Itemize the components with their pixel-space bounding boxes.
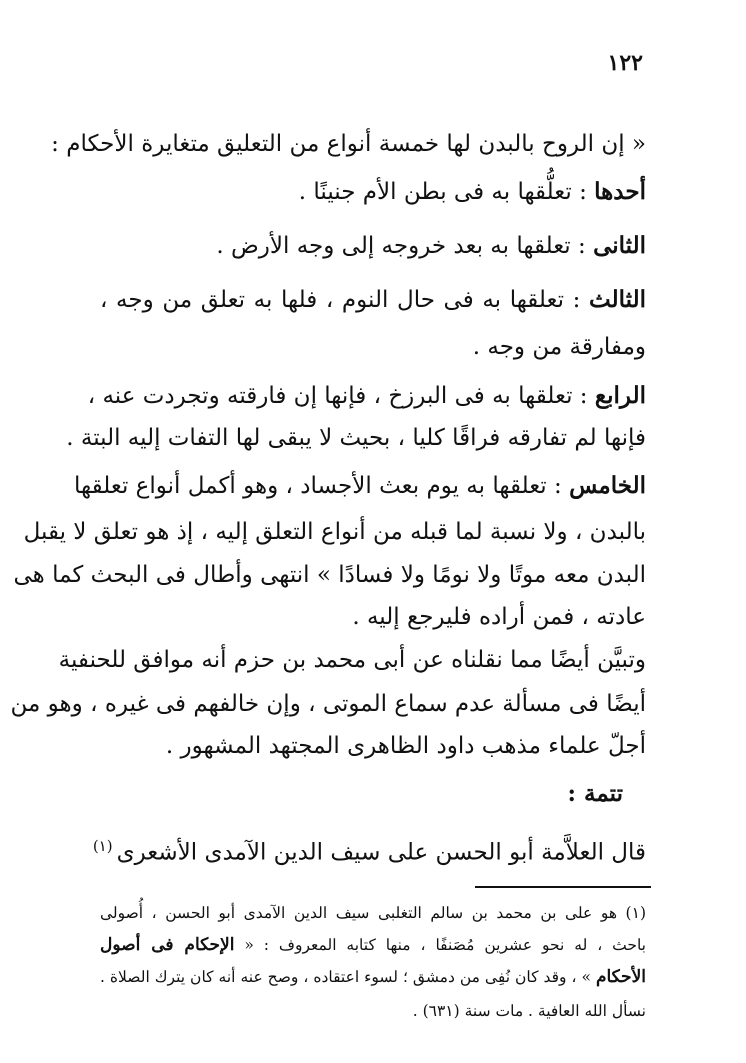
- text-line-8: [73, 466, 646, 506]
- text-line-1: « إن الروح بالبدن لها خمسة أنواع من التعليق متغايرة الأحكام :: [51, 131, 646, 157]
- section-heading-tatimma: تتمة :: [567, 780, 623, 807]
- quote-intro: قال العلاَّمة أبو الحسن على سيف الدين الآمدى الأشعرى: [116, 839, 646, 866]
- text-line-11: عادته ، فمن أراده فليرجع إليه .: [352, 604, 646, 630]
- item-text-third: : تعلقها به فى حال النوم ، فلها به تعلق من وجه ،: [100, 287, 590, 313]
- footnote-book-title-part1: الإحكام فى أصول: [100, 935, 235, 955]
- text-line-6: [87, 376, 646, 416]
- page-number: ١٢٢: [607, 50, 643, 76]
- item-lead-fifth: الخامس: [569, 472, 646, 499]
- item-text-fifth: : تعلقها به يوم بعث الأجساد ، وهو أكمل أنواع تعلقها: [73, 473, 570, 499]
- item-lead-third: الثالث: [589, 286, 646, 313]
- text-line-5: ومفارقة من وجه .: [472, 334, 646, 360]
- footnote-separator: [475, 886, 651, 888]
- footnote-reference: (١): [92, 837, 113, 855]
- footnote-line-3: [100, 962, 646, 992]
- text-line-4: [100, 280, 646, 320]
- text-line-9: بالبدن ، ولا نسبة لما قبله من أنواع التعلق إليه ، إذ هو تعلق لا يقبل: [23, 519, 646, 545]
- item-text-first: : تعلُّقها به فى بطن الأم جنينًا .: [298, 179, 595, 205]
- text-line-10: البدن معه موتًا ولا نومًا ولا فسادًا » انتهى وأطال فى البحث كما هى: [13, 562, 646, 588]
- footnote-line-2: [100, 930, 646, 960]
- text-line-12: وتبيَّن أيضًا مما نقلناه عن أبى محمد بن حزم أنه موافق للحنفية: [58, 647, 646, 673]
- item-text-fourth: : تعلقها به فى البرزخ ، فإنها إن فارقته وتجردت عنه ،: [87, 383, 595, 409]
- footnote-text-3: » ، وقد كان نُفِى من دمشق ؛ لسوء اعتقاده ، وصح عنه أنه كان يترك الصلاة .: [100, 968, 596, 986]
- footnote-book-title-part2: الأحكام: [595, 967, 646, 987]
- text-line-7: فإنها لم تفارقه فراقًا كليا ، بحيث لا يبقى لها التفات إليه البتة .: [66, 425, 646, 451]
- text-line-13: أيضًا فى مسألة عدم سماع الموتى ، وإن خالفهم فى غيره ، وهو من: [10, 691, 646, 717]
- item-lead-second: الثانى: [593, 232, 646, 259]
- text-line-14: أجلّ علماء مذهب داود الظاهرى المجتهد المشهور .: [165, 733, 646, 759]
- item-lead-first: أحدها: [594, 178, 646, 205]
- item-lead-fourth: الرابع: [594, 382, 646, 409]
- text-line-16: [92, 826, 646, 873]
- text-line-2: [100, 172, 646, 212]
- text-line-3: [100, 226, 646, 266]
- footnote-text-2: باحث ، له نحو عشرين مُصَنفًا ، منها كتابه المعروف : «: [234, 936, 646, 954]
- footnote-line-1: (١) هو على بن محمد بن سالم التغلبى سيف الدين الآمدى أبو الحسن ، أُصولى: [100, 904, 646, 922]
- item-text-second: : تعلقها به بعد خروجه إلى وجه الأرض .: [216, 233, 594, 259]
- footnote-line-4: نسأل الله العافية . مات سنة (٦٣١) .: [412, 1002, 646, 1020]
